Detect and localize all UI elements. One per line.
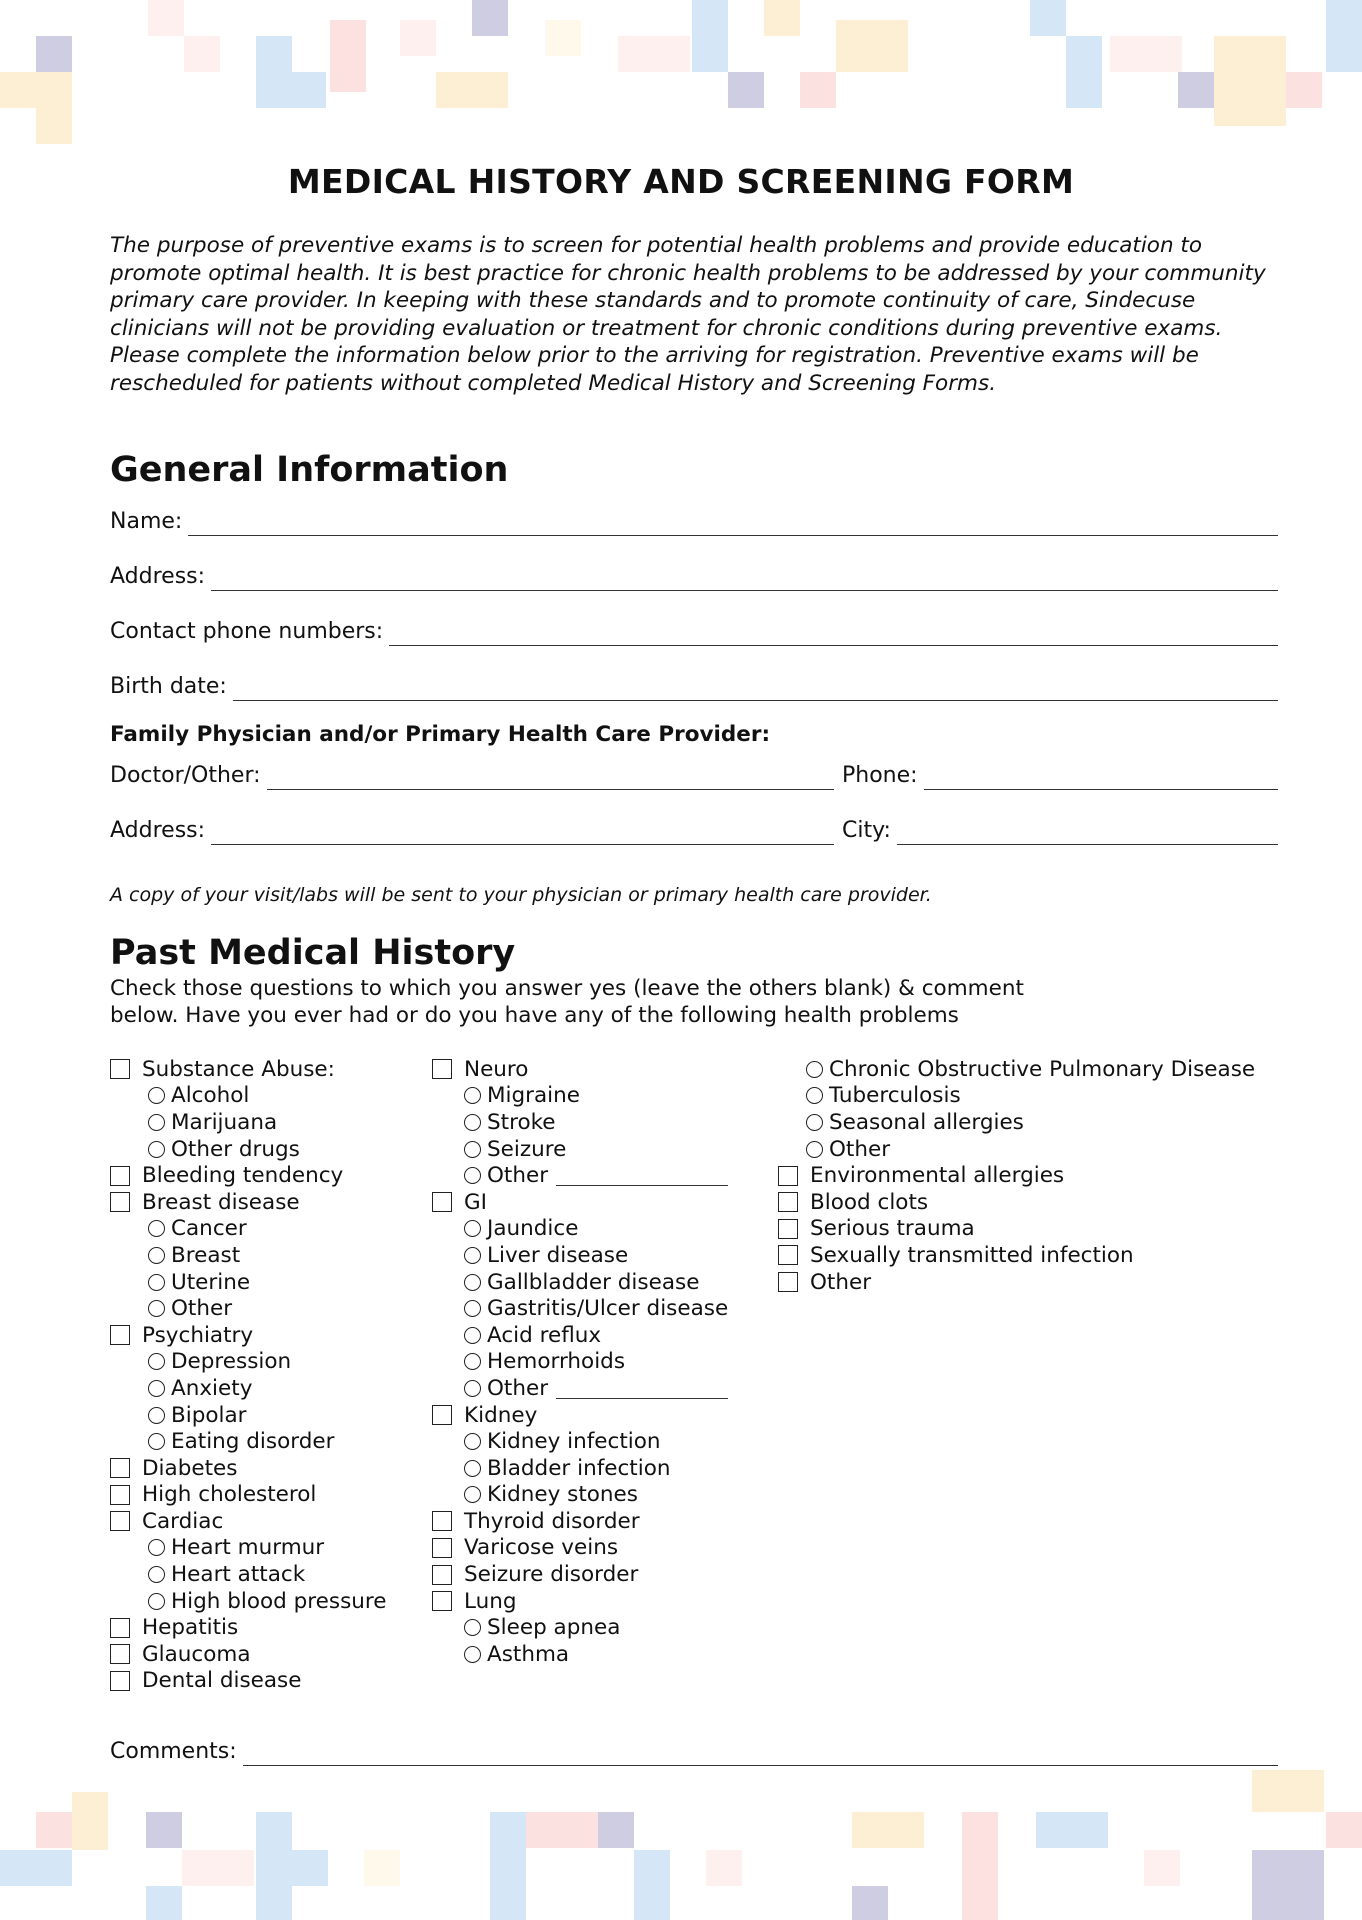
checkbox[interactable] xyxy=(432,1511,452,1531)
history-item-migraine[interactable] xyxy=(432,1083,752,1110)
history-item-label: Hepatitis xyxy=(142,1615,239,1641)
checkbox[interactable] xyxy=(110,1166,130,1186)
history-item-bipolar[interactable] xyxy=(110,1402,420,1429)
decor-tile xyxy=(72,1792,108,1850)
checkbox[interactable] xyxy=(432,1059,452,1079)
checkbox[interactable] xyxy=(432,1565,452,1585)
history-item-label: Marijuana xyxy=(171,1109,278,1135)
history-item-label: Sexually transmitted infection xyxy=(810,1242,1134,1268)
history-item-anxiety[interactable] xyxy=(110,1375,420,1402)
history-item-label: High blood pressure xyxy=(171,1588,387,1614)
history-item-other[interactable] xyxy=(778,1136,1298,1163)
radio-button[interactable] xyxy=(806,1087,823,1104)
city-label: City: xyxy=(842,818,891,843)
history-item-label: Cancer xyxy=(171,1216,247,1242)
decor-tile xyxy=(436,72,508,108)
decor-tile xyxy=(146,1812,182,1848)
general-information-heading: General Information xyxy=(110,450,509,490)
history-item-serious-trauma[interactable] xyxy=(778,1216,1298,1243)
radio-button[interactable] xyxy=(464,1433,481,1450)
decor-tile xyxy=(1144,1850,1180,1886)
doctor-input-line[interactable] xyxy=(267,763,834,790)
radio-button[interactable] xyxy=(464,1300,481,1317)
decor-tile xyxy=(1286,72,1322,108)
history-item-sexually-transmitted-infection[interactable] xyxy=(778,1242,1298,1269)
decor-tile xyxy=(364,1850,400,1886)
history-item-label: Asthma xyxy=(487,1641,570,1667)
decor-tile xyxy=(182,1850,254,1886)
history-item-tuberculosis[interactable] xyxy=(778,1083,1298,1110)
provider-note: A copy of your visit/labs will be sent to your physician or primary health care provider. xyxy=(110,884,932,906)
history-item-seasonal-allergies[interactable] xyxy=(778,1109,1298,1136)
history-item-alcohol[interactable] xyxy=(110,1083,420,1110)
radio-button[interactable] xyxy=(464,1646,481,1663)
history-item-breast-disease[interactable] xyxy=(110,1189,420,1216)
decor-tile xyxy=(490,1812,526,1920)
past-medical-history-heading: Past Medical History xyxy=(110,933,516,973)
history-column-1 xyxy=(110,1056,420,1694)
doctor-label: Doctor/Other: xyxy=(110,763,261,788)
address-label: Address: xyxy=(110,564,206,589)
history-item-jaundice[interactable] xyxy=(432,1216,752,1243)
decor-tile xyxy=(472,0,508,36)
decor-tile xyxy=(1178,72,1214,108)
history-item-label: Kidney infection xyxy=(487,1429,661,1455)
decor-tile xyxy=(1036,1812,1108,1848)
history-column-2 xyxy=(432,1056,752,1668)
history-item-label: Other xyxy=(810,1269,872,1295)
comments-field xyxy=(110,1736,1278,1766)
decor-tile xyxy=(36,36,72,72)
history-item-depression[interactable] xyxy=(110,1349,420,1376)
decor-tile xyxy=(184,36,220,72)
history-item-label: Tuberculosis xyxy=(829,1083,961,1109)
decor-tile xyxy=(1030,0,1066,36)
history-item-cancer[interactable] xyxy=(110,1216,420,1243)
decor-tile xyxy=(852,1886,888,1920)
decor-tile xyxy=(800,72,836,108)
radio-button[interactable] xyxy=(464,1486,481,1503)
history-instructions: Check those questions to which you answer yes (leave the others blank) & comment below. Have you ever had or do you have any of the following health problems xyxy=(110,976,1024,1028)
radio-button[interactable] xyxy=(464,1460,481,1477)
doctor-address-label: Address: xyxy=(110,818,206,843)
checkbox[interactable] xyxy=(778,1272,798,1292)
decor-tile xyxy=(545,20,581,56)
history-item-glaucoma[interactable] xyxy=(110,1641,420,1668)
radio-button[interactable] xyxy=(148,1566,165,1583)
decor-tile xyxy=(146,1886,182,1920)
history-item-other[interactable] xyxy=(110,1295,420,1322)
history-item-heart-attack[interactable] xyxy=(110,1561,420,1588)
history-item-kidney-infection[interactable] xyxy=(432,1428,752,1455)
history-item-label: Other xyxy=(487,1375,549,1401)
history-item-label: Liver disease xyxy=(487,1242,629,1268)
checkbox[interactable] xyxy=(110,1618,130,1638)
history-item-label: Diabetes xyxy=(142,1455,238,1481)
history-column-3 xyxy=(778,1056,1298,1295)
radio-button[interactable] xyxy=(464,1327,481,1344)
comments-label: Comments: xyxy=(110,1739,237,1764)
decor-tile xyxy=(1326,0,1362,72)
address-field xyxy=(110,561,1278,591)
checkbox[interactable] xyxy=(110,1485,130,1505)
history-item-label: Substance Abuse: xyxy=(142,1056,335,1082)
doctor-field xyxy=(110,760,834,790)
history-item-other[interactable] xyxy=(432,1375,752,1402)
history-item-label: Neuro xyxy=(464,1056,529,1082)
history-item-label: Bleeding tendency xyxy=(142,1163,344,1189)
history-item-acid-reflux[interactable] xyxy=(432,1322,752,1349)
history-item-label: Serious trauma xyxy=(810,1216,975,1242)
history-item-label: Alcohol xyxy=(171,1083,250,1109)
history-item-label: Gastritis/Ulcer disease xyxy=(487,1296,729,1322)
history-item-label: Uterine xyxy=(171,1269,251,1295)
decor-tile xyxy=(634,1850,670,1920)
phone-label: Contact phone numbers: xyxy=(110,619,384,644)
phone-field xyxy=(110,616,1278,646)
decor-tile xyxy=(290,72,326,108)
radio-button[interactable] xyxy=(464,1619,481,1636)
decor-tile xyxy=(1252,1850,1324,1920)
history-item-seizure-disorder[interactable] xyxy=(432,1561,752,1588)
history-item-psychiatry[interactable] xyxy=(110,1322,420,1349)
history-item-uterine[interactable] xyxy=(110,1269,420,1296)
history-item-label: Gallbladder disease xyxy=(487,1269,700,1295)
history-item-label: Heart murmur xyxy=(171,1535,325,1561)
history-item-high-cholesterol[interactable] xyxy=(110,1482,420,1509)
birth-date-label: Birth date: xyxy=(110,674,227,699)
doctor-address-field xyxy=(110,815,834,845)
history-item-breast[interactable] xyxy=(110,1242,420,1269)
checkbox[interactable] xyxy=(110,1671,130,1691)
doctor-phone-field xyxy=(842,760,1278,790)
history-item-label: Seasonal allergies xyxy=(829,1109,1024,1135)
history-item-seizure[interactable] xyxy=(432,1136,752,1163)
provider-heading: Family Physician and/or Primary Health Care Provider: xyxy=(110,722,771,747)
doctor-phone-label: Phone: xyxy=(842,763,918,788)
checkbox[interactable] xyxy=(110,1458,130,1478)
decor-tile xyxy=(728,72,764,108)
checkbox[interactable] xyxy=(432,1192,452,1212)
history-item-chronic-obstructive-pulmonary-disease[interactable] xyxy=(778,1056,1298,1083)
history-item-sleep-apnea[interactable] xyxy=(432,1614,752,1641)
decor-tile xyxy=(292,1850,328,1886)
checkbox[interactable] xyxy=(432,1591,452,1611)
history-item-bleeding-tendency[interactable] xyxy=(110,1162,420,1189)
history-item-lung[interactable] xyxy=(432,1588,752,1615)
history-item-label: Varicose veins xyxy=(464,1535,619,1561)
radio-button[interactable] xyxy=(148,1353,165,1370)
history-item-substance-abuse[interactable] xyxy=(110,1056,420,1083)
history-item-environmental-allergies[interactable] xyxy=(778,1162,1298,1189)
history-item-label: Eating disorder xyxy=(171,1429,335,1455)
radio-button[interactable] xyxy=(806,1141,823,1158)
radio-button[interactable] xyxy=(148,1407,165,1424)
decor-tile xyxy=(0,1850,72,1886)
history-item-label: Breast xyxy=(171,1242,241,1268)
radio-button[interactable] xyxy=(148,1380,165,1397)
decor-tile xyxy=(1326,1812,1362,1848)
decor-tile xyxy=(400,20,436,56)
decor-tile xyxy=(256,1812,292,1920)
history-item-gastritis-ulcer-disease[interactable] xyxy=(432,1295,752,1322)
history-item-label: Other xyxy=(171,1296,233,1322)
history-item-gallbladder-disease[interactable] xyxy=(432,1269,752,1296)
footer-decoration xyxy=(0,1770,1362,1920)
history-item-other-drugs[interactable] xyxy=(110,1136,420,1163)
history-item-stroke[interactable] xyxy=(432,1109,752,1136)
decor-tile xyxy=(330,20,366,92)
history-item-bladder-infection[interactable] xyxy=(432,1455,752,1482)
radio-button[interactable] xyxy=(148,1220,165,1237)
history-item-label: Stroke xyxy=(487,1109,556,1135)
page-title: MEDICAL HISTORY AND SCREENING FORM xyxy=(287,162,1075,201)
history-item-label: Kidney xyxy=(464,1402,538,1428)
history-item-diabetes[interactable] xyxy=(110,1455,420,1482)
birth-date-field xyxy=(110,671,1278,701)
decor-tile xyxy=(36,108,72,144)
decor-tile xyxy=(852,1812,924,1848)
history-item-label: Sleep apnea xyxy=(487,1615,621,1641)
history-item-label: Heart attack xyxy=(171,1562,306,1588)
radio-button[interactable] xyxy=(148,1274,165,1291)
radio-button[interactable] xyxy=(464,1141,481,1158)
history-item-blood-clots[interactable] xyxy=(778,1189,1298,1216)
other-write-in-line[interactable] xyxy=(556,1378,728,1399)
history-item-label: Anxiety xyxy=(171,1375,253,1401)
history-item-label: Other xyxy=(829,1136,891,1162)
history-item-label: Breast disease xyxy=(142,1189,300,1215)
history-item-label: Lung xyxy=(464,1588,517,1614)
history-item-label: Seizure xyxy=(487,1136,567,1162)
decor-tile xyxy=(148,0,184,36)
doctor-address-input-line[interactable] xyxy=(211,818,834,845)
decor-tile xyxy=(962,1812,998,1920)
history-item-label: High cholesterol xyxy=(142,1482,317,1508)
history-item-label: GI xyxy=(464,1189,488,1215)
decor-tile xyxy=(618,36,690,72)
history-item-label: Seizure disorder xyxy=(464,1562,639,1588)
radio-button[interactable] xyxy=(464,1380,481,1397)
history-item-varicose-veins[interactable] xyxy=(432,1535,752,1562)
radio-button[interactable] xyxy=(464,1274,481,1291)
history-item-gi[interactable] xyxy=(432,1189,752,1216)
decor-tile xyxy=(0,72,72,108)
city-input-line[interactable] xyxy=(897,818,1278,845)
birth-date-input-line[interactable] xyxy=(233,674,1278,701)
city-field xyxy=(842,815,1278,845)
other-write-in-line[interactable] xyxy=(556,1165,728,1186)
history-item-other[interactable] xyxy=(432,1162,752,1189)
radio-button[interactable] xyxy=(148,1433,165,1450)
header-decoration xyxy=(0,0,1362,150)
history-item-label: Chronic Obstructive Pulmonary Disease xyxy=(829,1056,1256,1082)
history-item-label: Acid reflux xyxy=(487,1322,602,1348)
radio-button[interactable] xyxy=(464,1087,481,1104)
history-item-label: Depression xyxy=(171,1349,292,1375)
history-item-marijuana[interactable] xyxy=(110,1109,420,1136)
radio-button[interactable] xyxy=(148,1087,165,1104)
radio-button[interactable] xyxy=(148,1141,165,1158)
history-item-hepatitis[interactable] xyxy=(110,1614,420,1641)
history-item-kidney-stones[interactable] xyxy=(432,1482,752,1509)
radio-button[interactable] xyxy=(148,1114,165,1131)
history-item-label: Other xyxy=(487,1163,549,1189)
history-item-cardiac[interactable] xyxy=(110,1508,420,1535)
checkbox[interactable] xyxy=(110,1644,130,1664)
decor-tile xyxy=(1252,1770,1324,1812)
history-item-label: Bipolar xyxy=(171,1402,247,1428)
name-field xyxy=(110,506,1278,536)
decor-tile xyxy=(1066,36,1102,108)
history-item-liver-disease[interactable] xyxy=(432,1242,752,1269)
checkbox[interactable] xyxy=(110,1192,130,1212)
radio-button[interactable] xyxy=(464,1220,481,1237)
radio-button[interactable] xyxy=(464,1353,481,1370)
radio-button[interactable] xyxy=(148,1300,165,1317)
decor-tile xyxy=(706,1850,742,1886)
doctor-phone-input-line[interactable] xyxy=(924,763,1278,790)
name-input-line[interactable] xyxy=(188,509,1278,536)
radio-button[interactable] xyxy=(148,1539,165,1556)
checkbox[interactable] xyxy=(110,1059,130,1079)
history-item-other[interactable] xyxy=(778,1269,1298,1296)
history-item-label: Psychiatry xyxy=(142,1322,254,1348)
checkbox[interactable] xyxy=(778,1192,798,1212)
radio-button[interactable] xyxy=(148,1247,165,1264)
history-item-label: Dental disease xyxy=(142,1668,302,1694)
checkbox[interactable] xyxy=(110,1511,130,1531)
decor-tile xyxy=(526,1812,598,1848)
history-item-label: Other drugs xyxy=(171,1136,300,1162)
radio-button[interactable] xyxy=(806,1061,823,1078)
decor-tile xyxy=(1110,36,1182,72)
radio-button[interactable] xyxy=(148,1593,165,1610)
comments-input-line[interactable] xyxy=(243,1739,1278,1766)
checkbox[interactable] xyxy=(778,1245,798,1265)
radio-button[interactable] xyxy=(806,1114,823,1131)
checkbox[interactable] xyxy=(432,1538,452,1558)
history-item-label: Thyroid disorder xyxy=(464,1508,640,1534)
history-item-label: Hemorrhoids xyxy=(487,1349,626,1375)
decor-tile xyxy=(764,0,800,36)
history-item-label: Bladder infection xyxy=(487,1455,671,1481)
history-item-label: Glaucoma xyxy=(142,1641,251,1667)
decor-tile xyxy=(836,20,908,72)
radio-button[interactable] xyxy=(464,1247,481,1264)
history-item-label: Kidney stones xyxy=(487,1482,638,1508)
history-item-neuro[interactable] xyxy=(432,1056,752,1083)
history-item-label: Blood clots xyxy=(810,1189,929,1215)
checkbox[interactable] xyxy=(110,1325,130,1345)
decor-tile xyxy=(36,1812,72,1848)
history-item-thyroid-disorder[interactable] xyxy=(432,1508,752,1535)
history-item-label: Jaundice xyxy=(487,1216,579,1242)
decor-tile xyxy=(692,0,728,72)
history-item-kidney[interactable] xyxy=(432,1402,752,1429)
history-item-hemorrhoids[interactable] xyxy=(432,1349,752,1376)
history-item-asthma[interactable] xyxy=(432,1641,752,1668)
history-item-label: Migraine xyxy=(487,1083,581,1109)
decor-tile xyxy=(256,36,292,108)
history-item-high-blood-pressure[interactable] xyxy=(110,1588,420,1615)
radio-button[interactable] xyxy=(464,1114,481,1131)
phone-input-line[interactable] xyxy=(389,619,1278,646)
decor-tile xyxy=(598,1812,634,1848)
decor-tile xyxy=(1214,36,1286,126)
history-item-dental-disease[interactable] xyxy=(110,1668,420,1695)
history-item-heart-murmur[interactable] xyxy=(110,1535,420,1562)
history-item-label: Cardiac xyxy=(142,1508,224,1534)
checkbox[interactable] xyxy=(778,1219,798,1239)
radio-button[interactable] xyxy=(464,1167,481,1184)
history-item-eating-disorder[interactable] xyxy=(110,1428,420,1455)
address-input-line[interactable] xyxy=(211,564,1278,591)
checkbox[interactable] xyxy=(432,1405,452,1425)
intro-paragraph: The purpose of preventive exams is to screen for potential health problems and provide education to promote optimal health. It is best practice for chronic health problems to be addressed by your community primary care provider. In keeping with these standards and to promote continuity of care, Sindecuse clinicians will not be providing evaluation or treatment for chronic conditions during preventive exams. Please complete the information below prior to the arriving for registration. Preventive exams will be rescheduled for patients without completed Medical History and Screening Forms. xyxy=(110,233,1266,396)
history-item-label: Environmental allergies xyxy=(810,1163,1065,1189)
name-label: Name: xyxy=(110,509,183,534)
checkbox[interactable] xyxy=(778,1166,798,1186)
